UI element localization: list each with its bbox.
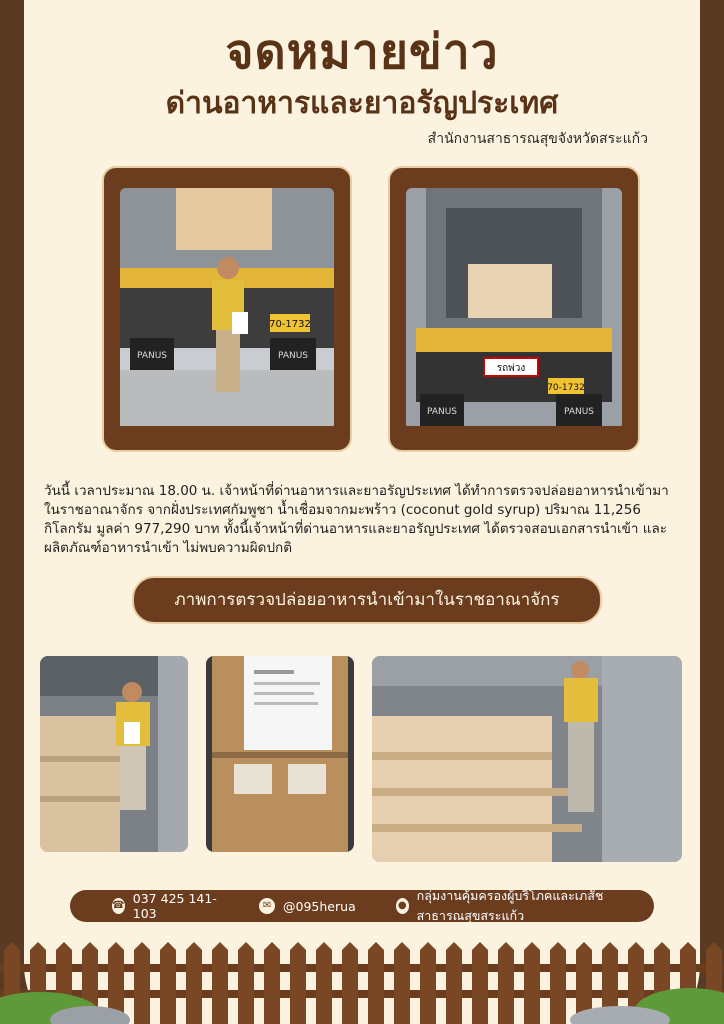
phone-icon: ☎ <box>112 898 125 914</box>
photo-frame-left <box>102 166 352 452</box>
mudflap-text-left-2: PANUS <box>426 407 458 417</box>
gallery-photo-1-illustration <box>40 656 188 852</box>
gallery-banner: ภาพการตรวจปล่อยอาหารนำเข้ามาในราชอาณาจักร <box>132 576 602 624</box>
container-photo-illustration <box>406 188 622 426</box>
gallery-photo-2-illustration <box>206 656 354 852</box>
contact-phone[interactable] <box>112 891 219 921</box>
trailer-sign-text: รถพ่วง <box>496 363 526 374</box>
fence-decoration <box>0 940 724 1024</box>
photo-officer-truck <box>120 188 334 430</box>
contact-bar <box>70 890 654 922</box>
photo-frame-right <box>388 166 640 452</box>
gallery-photo-inspection <box>372 656 682 862</box>
location-text: กลุ่มงานคุ้มครองผู้บริโภคและเภสัชสาธารณสุขสระแก้ว <box>416 888 604 923</box>
contact-line[interactable] <box>259 898 356 914</box>
mail-icon: ✉ <box>259 898 275 914</box>
page-subtitle: ด่านอาหารและยาอรัญประเทศ <box>165 86 559 121</box>
line-id-text: @095herua <box>283 898 356 914</box>
news-paragraph: วันนี้ เวลาประมาณ 18.00 น. เจ้าหน้าที่ด่านอาหารและยาอรัญประเทศ ได้ทำการตรวจปล่อยอาหารนำเข้ามาในราชอาณาจักร จากฝั่งประเทศกัมพูชา น้ำเชื่อมจากมะพร้าว (coconut gold syrup) ปริมาณ 11,256 กิโลกรัม มูลค่า 977,290 บาท ทั้งนี้เจ้าหน้าที่ด่านอาหารและยาอรัญประเทศ ได้ตรวจสอบเอกสารนำเข้า และผลิตภัณฑ์อาหารนำเข้า ไม่พบความผิดปกติ <box>44 483 669 556</box>
plate-text-2: 70-1732 <box>547 383 585 393</box>
gallery-photo-officer <box>40 656 188 852</box>
mudflap-text-left: PANUS <box>136 351 168 361</box>
phone-text: 037 425 141-103 <box>132 891 217 921</box>
mudflap-text-right-2: PANUS <box>563 407 595 417</box>
mudflap-text-right: PANUS <box>277 351 309 361</box>
gallery-photo-document <box>206 656 354 852</box>
plate-text: 70-1732 <box>269 319 311 330</box>
contact-location[interactable] <box>396 886 654 926</box>
gallery-photo-3-illustration <box>372 656 682 862</box>
truck-photo-illustration <box>120 188 334 426</box>
location-pin-icon: ● <box>396 898 409 914</box>
office-name: สำนักงานสาธารณสุขจังหวัดสระแก้ว <box>427 131 648 147</box>
photo-container-cargo <box>406 188 622 430</box>
page-title: จดหมายข่าว <box>225 24 499 80</box>
